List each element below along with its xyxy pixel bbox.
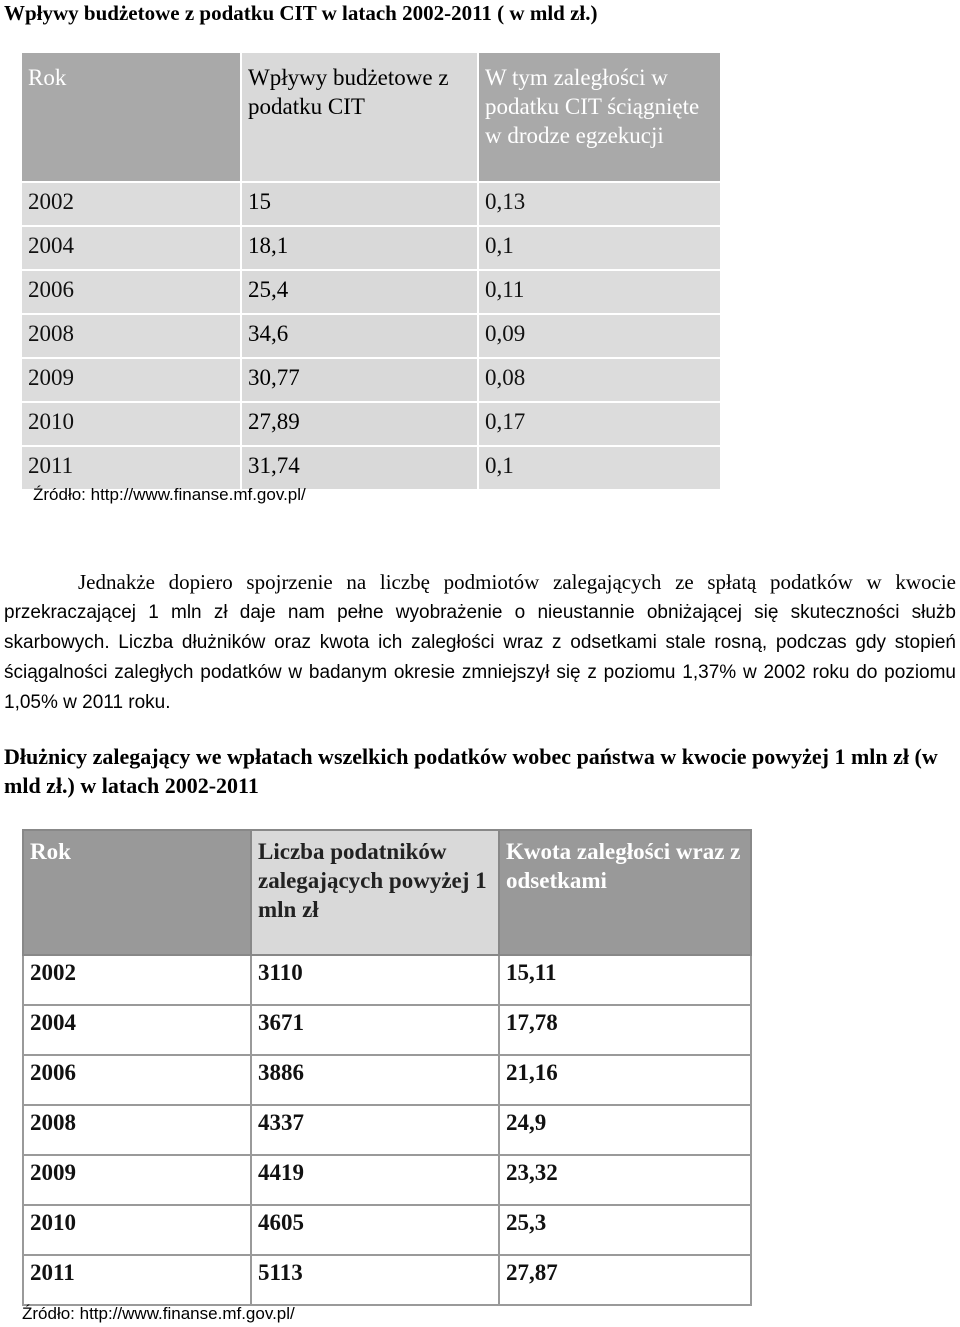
cell-rok: 2004: [21, 226, 241, 270]
cell-zaleglosci: 0,09: [478, 314, 721, 358]
cell-kwota: 21,16: [499, 1055, 751, 1105]
table-row: [21, 226, 721, 270]
document-title-2: Dłużnicy zalegający we wpłatach wszelkich podatków wobec państwa w kwocie powyżej 1 mln zł (w mld zł.) w latach 2002-2011: [4, 744, 938, 798]
source-note-1: Źródło: http://www.finanse.mf.gov.pl/: [33, 485, 306, 504]
cell-wplywy: 15: [241, 182, 478, 226]
cell-zaleglosci: 0,13: [478, 182, 721, 226]
table-header-row: [21, 52, 721, 182]
cell-rok: 2010: [21, 402, 241, 446]
cell-rok: 2008: [21, 314, 241, 358]
cell-kwota: 25,3: [499, 1205, 751, 1255]
cell-rok: 2006: [23, 1055, 251, 1105]
table-row: [23, 955, 751, 1005]
cell-rok: 2009: [21, 358, 241, 402]
header-wplywy: Wpływy budżetowe z podatku CIT: [241, 52, 478, 182]
cell-wplywy: 34,6: [241, 314, 478, 358]
cell-rok: 2006: [21, 270, 241, 314]
cell-kwota: 23,32: [499, 1155, 751, 1205]
cell-zaleglosci: 0,11: [478, 270, 721, 314]
table-row: [21, 270, 721, 314]
cell-rok: 2010: [23, 1205, 251, 1255]
debtors-table: [22, 829, 752, 1306]
paragraph-part-3: Liczba dłużników oraz kwota ich zaległości wraz z odsetkami stale rosną, podczas gdy stopień ściągalności zaległych podatków w badanym okresie zmniejszył się z poziomu 1,37% w 2002 roku do poziomu 1,05% w 2011 roku.: [4, 632, 956, 713]
cell-zaleglosci: 0,08: [478, 358, 721, 402]
table-row: [23, 1055, 751, 1105]
cell-liczba: 4419: [251, 1155, 499, 1205]
table-row: [21, 314, 721, 358]
table-row: [23, 1205, 751, 1255]
cell-wplywy: 30,77: [241, 358, 478, 402]
header-rok: Rok: [23, 830, 251, 955]
cell-kwota: 15,11: [499, 955, 751, 1005]
table-row: [23, 1005, 751, 1055]
cell-rok: 2011: [23, 1255, 251, 1305]
cell-liczba: 3671: [251, 1005, 499, 1055]
cell-rok: 2008: [23, 1105, 251, 1155]
cell-zaleglosci: 0,17: [478, 402, 721, 446]
cell-rok: 2011: [21, 446, 241, 490]
table-row: [23, 1255, 751, 1305]
cell-liczba: 3110: [251, 955, 499, 1005]
cell-rok: 2002: [21, 182, 241, 226]
table-header-row: [23, 830, 751, 955]
header-kwota: Kwota zaległości wraz z odsetkami: [499, 830, 751, 955]
cell-kwota: 27,87: [499, 1255, 751, 1305]
paragraph-part-2: przekraczającej 1 mln zł daje nam pełne wyobrażenie o nieustannie obniżającej się skuteczności służb skarbowych.: [4, 602, 956, 653]
cell-liczba: 4605: [251, 1205, 499, 1255]
cell-liczba: 3886: [251, 1055, 499, 1105]
cell-zaleglosci: 0,1: [478, 446, 721, 490]
table-row: [21, 358, 721, 402]
cell-rok: 2009: [23, 1155, 251, 1205]
cell-liczba: 4337: [251, 1105, 499, 1155]
body-paragraph: [4, 568, 956, 717]
table-row: [23, 1105, 751, 1155]
cit-revenue-table: [20, 51, 722, 491]
header-zaleglosci: W tym zaległości w podatku CIT ściągnięte w drodze egzekucji: [478, 52, 721, 182]
cell-wplywy: 18,1: [241, 226, 478, 270]
cell-kwota: 17,78: [499, 1005, 751, 1055]
table-row: [21, 402, 721, 446]
cell-kwota: 24,9: [499, 1105, 751, 1155]
cell-zaleglosci: 0,1: [478, 226, 721, 270]
header-rok: Rok: [21, 52, 241, 182]
table-row: [21, 182, 721, 226]
cell-rok: 2004: [23, 1005, 251, 1055]
source-note-2: Źródło: http://www.finanse.mf.gov.pl/: [22, 1304, 295, 1323]
document-title-1: Wpływy budżetowe z podatku CIT w latach 2002-2011 ( w mld zł.): [4, 1, 598, 25]
cell-liczba: 5113: [251, 1255, 499, 1305]
header-liczba: Liczba podatników zalegających powyżej 1 mln zł: [251, 830, 499, 955]
cell-wplywy: 27,89: [241, 402, 478, 446]
cell-rok: 2002: [23, 955, 251, 1005]
table-row: [23, 1155, 751, 1205]
paragraph-part-1: Jednakże dopiero spojrzenie na liczbę podmiotów zalegających ze spłatą podatków w kwocie: [78, 570, 956, 594]
cell-wplywy: 25,4: [241, 270, 478, 314]
cell-wplywy: 31,74: [241, 446, 478, 490]
